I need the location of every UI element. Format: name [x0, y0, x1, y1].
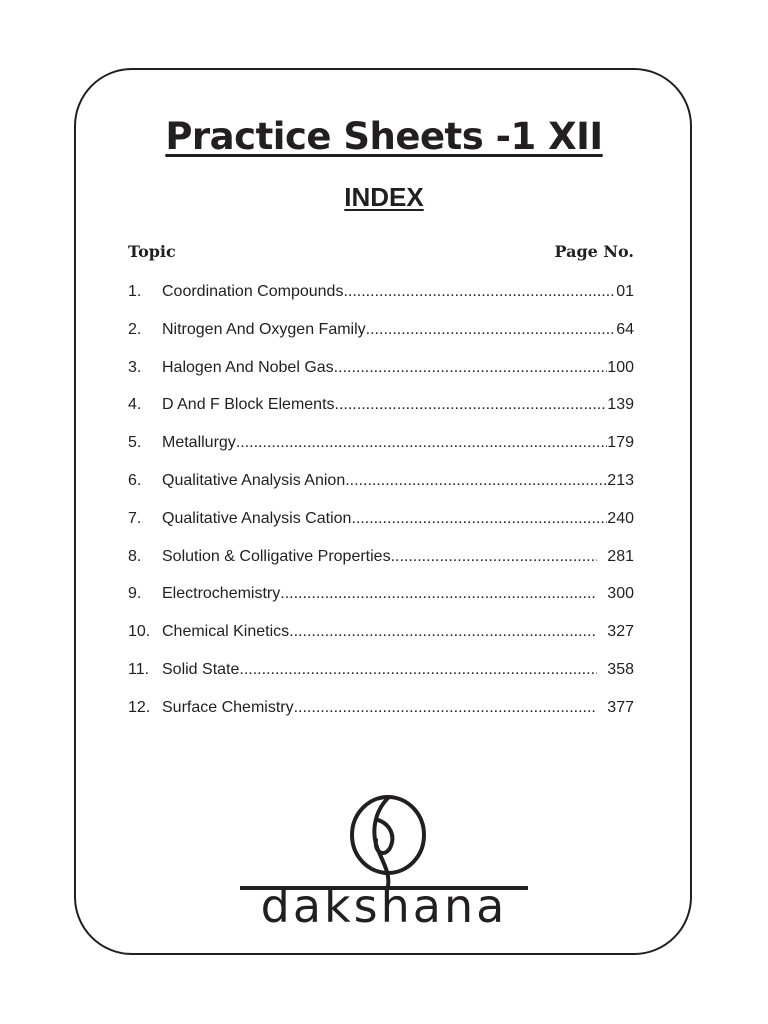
- dot-leader: [236, 431, 607, 455]
- toc-entry-topic: Solution & Colligative Properties: [162, 547, 391, 565]
- toc-entry-number: 3.: [128, 358, 142, 376]
- dot-leader: [280, 582, 597, 606]
- toc-entry-line: [162, 393, 634, 417]
- dot-leader: [351, 507, 607, 531]
- toc-entry-line: [162, 469, 634, 493]
- toc-entry-number: 10.: [128, 623, 151, 641]
- toc-entry-topic: Halogen And Nobel Gas: [162, 358, 334, 376]
- toc-entry: [128, 582, 634, 620]
- toc-entry-topic: Electrochemistry: [162, 585, 281, 603]
- toc-entry: [128, 658, 634, 696]
- dot-leader: [294, 696, 598, 720]
- dot-leader: [239, 658, 597, 682]
- toc-entry-line: [162, 620, 634, 644]
- toc-entry: [128, 507, 634, 545]
- toc-entry-line: [162, 696, 634, 720]
- toc-entry-page-number: 64: [616, 320, 634, 338]
- toc-entry-topic: D And F Block Elements: [162, 396, 335, 414]
- dot-leader: [335, 393, 608, 417]
- toc-entry-line: [162, 431, 634, 455]
- toc-entry-line: [162, 658, 634, 682]
- page-no-column-header: Page No.: [554, 242, 634, 261]
- toc-entry: [128, 696, 634, 734]
- toc-entry-topic: Nitrogen And Oxygen Family: [162, 320, 366, 338]
- toc-entry-topic: Surface Chemistry: [162, 698, 294, 716]
- toc-entry-page-number: 358: [607, 660, 634, 678]
- toc-entry-page-number: 100: [607, 358, 634, 376]
- toc-entry-topic: Qualitative Analysis Cation: [162, 509, 352, 527]
- toc-entry: [128, 431, 634, 469]
- toc-entry: [128, 469, 634, 507]
- toc-entry-topic: Solid State: [162, 660, 240, 678]
- toc-entry-page-number: 240: [607, 509, 634, 527]
- page-title: [0, 111, 768, 163]
- table-header: [128, 242, 634, 266]
- index-heading-text: INDEX: [344, 182, 424, 212]
- toc-entry-page-number: 01: [616, 283, 634, 300]
- toc-entry: [128, 356, 634, 394]
- toc-entry: [128, 393, 634, 431]
- toc-entry-topic: Chemical Kinetics: [162, 623, 290, 641]
- toc-entry: [128, 318, 634, 356]
- dot-leader: [345, 469, 607, 493]
- page-title-text: Practice Sheets -1 XII: [165, 115, 603, 158]
- toc-entry: [128, 620, 634, 658]
- toc-entry-number: 2.: [128, 320, 142, 338]
- toc-entry-number: 5.: [128, 434, 142, 452]
- dot-leader: [289, 620, 597, 644]
- toc-entry-page-number: 179: [607, 434, 634, 452]
- toc-entry-page-number: 327: [607, 623, 634, 641]
- toc-entry-number: 12.: [128, 698, 151, 716]
- toc-entry-topic: Qualitative Analysis Anion: [162, 471, 346, 489]
- toc-entry-number: 4.: [128, 396, 142, 414]
- toc-entry-page-number: 139: [607, 396, 634, 414]
- index-heading: [0, 180, 768, 214]
- toc-entry-line: [162, 545, 634, 569]
- toc-entry-page-number: 281: [607, 547, 634, 565]
- toc-entry-line: [162, 280, 634, 304]
- toc-entry-line: [162, 356, 634, 380]
- toc-entry-number: 1.: [128, 283, 142, 300]
- toc-entry-number: 11.: [128, 660, 150, 678]
- toc-entry-topic: Coordination Compounds: [162, 283, 344, 300]
- toc-entry-page-number: 213: [607, 471, 634, 489]
- toc-entry-number: 7.: [128, 509, 142, 527]
- toc-entry: [128, 545, 634, 583]
- toc-entry-page-number: 300: [607, 585, 634, 603]
- dot-leader: [366, 318, 617, 342]
- dot-leader: [391, 545, 598, 569]
- toc-entry-line: [162, 318, 634, 342]
- table-of-contents: [128, 280, 634, 734]
- dakshana-wordmark: dakshana: [260, 879, 508, 933]
- toc-entry: [128, 280, 634, 318]
- toc-entry-number: 8.: [128, 547, 142, 565]
- toc-entry-topic: Metallurgy: [162, 434, 236, 452]
- toc-entry-number: 9.: [128, 585, 142, 603]
- toc-entry-line: [162, 582, 634, 606]
- dot-leader: [334, 356, 608, 380]
- topic-column-header: Topic: [128, 242, 176, 261]
- toc-entry-page-number: 377: [607, 698, 634, 716]
- toc-entry-number: 6.: [128, 471, 142, 489]
- dot-leader: [343, 280, 616, 304]
- toc-entry-line: [162, 507, 634, 531]
